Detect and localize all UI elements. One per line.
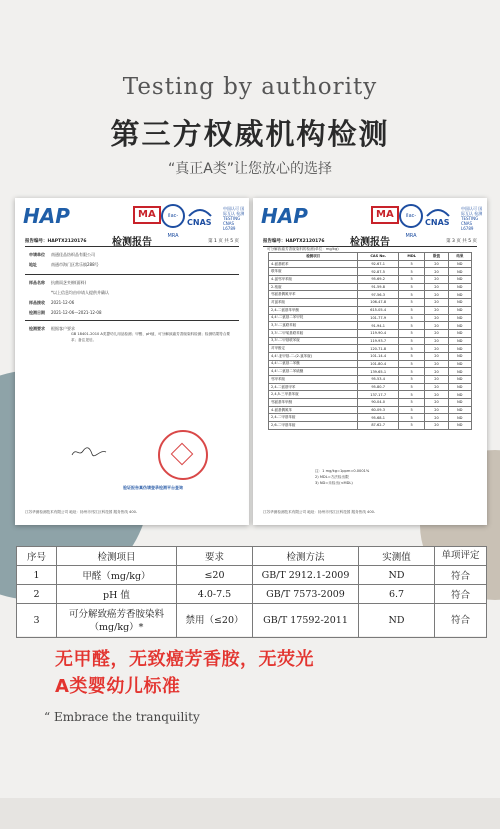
hap-logo: HAP [261, 204, 308, 228]
table-cell: 20 [425, 399, 448, 407]
table-cell: 4-氨基联苯 [269, 260, 358, 268]
table-cell: 3,3'-二氯联苯胺 [269, 322, 358, 330]
claim-line-1: 无甲醛，无致癌芳香胺，无荧光 [55, 649, 314, 670]
page-number: 第 1 页 共 5 页 [208, 239, 239, 244]
table-cell: 5 [398, 291, 424, 299]
cell-requirement: ≤20 [177, 566, 253, 585]
table-cell: 3,3'-二甲氧基联苯胺 [269, 329, 358, 337]
results-summary [16, 546, 486, 636]
header-cell: 实测值 [359, 547, 435, 566]
table-cell: 2-萘胺 [269, 283, 358, 291]
table-cell: 5 [398, 368, 424, 376]
table-cell: 20 [425, 391, 448, 399]
hap-logo: HAP [23, 204, 70, 228]
table-cell: 106-47-8 [358, 299, 399, 307]
table-cell: 5 [398, 306, 424, 314]
table-cell: 5 [398, 337, 424, 345]
table-notes [315, 468, 369, 486]
table-cell: 95-53-4 [358, 376, 399, 384]
table-cell: ND [448, 337, 471, 345]
bottom-band [0, 798, 500, 829]
header-cell: 序号 [17, 547, 57, 566]
report-number: 报告编号：HAPTX2120176 [25, 239, 87, 244]
cnas-label: CNAS [425, 218, 450, 227]
table-cell: 5 [398, 414, 424, 422]
table-cell: ND [448, 406, 471, 414]
table-row [269, 422, 472, 430]
table-cell: 20 [425, 360, 448, 368]
table-row [269, 337, 472, 345]
table-cell: 5 [398, 399, 424, 407]
table-cell: 91-59-8 [358, 283, 399, 291]
test-notes: GB 18401-2010 A类婴幼儿用品检测；甲醛、pH值、可分解致癌芳香胺染料检测；检测结果符合要求；备注见后。 [71, 332, 231, 342]
report-title: 检测报告 [112, 237, 152, 248]
table-cell: ND [448, 283, 471, 291]
table-row [269, 345, 472, 353]
ilac-logo: ilac-MRA [399, 204, 423, 228]
table-cell: 95-69-2 [358, 276, 399, 284]
claim-line-2: A类婴幼儿标准 [55, 676, 181, 697]
table-cell: 5 [398, 314, 424, 322]
table-cell: 5 [398, 283, 424, 291]
table-cell: 97-56-3 [358, 291, 399, 299]
table-cell: ND [448, 260, 471, 268]
cell-requirement: 4.0-7.5 [177, 585, 253, 604]
note-line: 注：1 mg/kg=1ppm=0.0001% [315, 469, 370, 473]
verify-link[interactable]: 验证报告真伪请登录检测平台查询 [123, 485, 183, 490]
header-cell: 检测项目 [57, 547, 177, 566]
report-page-3 [253, 198, 487, 525]
header-cell: 限值 [425, 253, 448, 261]
table-row [269, 383, 472, 391]
heading-subtitle: “真正A类”让您放心的选择 [167, 161, 333, 177]
table-cell: ND [448, 399, 471, 407]
divider [25, 274, 239, 275]
table-cell: 对甲酚定 [269, 345, 358, 353]
cell-verdict: 符合 [435, 585, 487, 604]
table-cell: 90-04-0 [358, 399, 399, 407]
table-cell: 2,4-二氨基甲苯 [269, 383, 358, 391]
cell-method: GB/T 2912.1-2009 [253, 566, 359, 585]
table-cell: ND [448, 383, 471, 391]
cnas-logo [187, 204, 213, 227]
table-cell: 5 [398, 352, 424, 360]
header-cell: 单项评定 [435, 547, 487, 566]
official-seal [158, 430, 208, 480]
table-cell: 联苯胺 [269, 268, 358, 276]
table-cell: 2,4-二氨基苯甲醚 [269, 306, 358, 314]
table-row [269, 368, 472, 376]
cell-requirement: 禁用（≤20） [177, 604, 253, 638]
accreditation-mark: 中国认可 国际互认 检测 TESTING CNAS L6789 [223, 206, 245, 231]
table-row [269, 329, 472, 337]
ilac-logo: ilac-MRA [161, 204, 185, 228]
table-cell: ND [448, 368, 471, 376]
table-cell: 20 [425, 337, 448, 345]
table-cell: 5 [398, 376, 424, 384]
divider [25, 320, 239, 321]
note-line: 3) ND=未检出(<MDL) [315, 481, 353, 485]
report-number: 报告编号：HAPTX2120176 [263, 239, 325, 244]
field-applicant: 申请单位 南通佳品纺织品有限公司 [29, 252, 95, 257]
table-cell: 邻氨基苯甲醚 [269, 399, 358, 407]
table-caption: 可分解致癌芳香胺染料的检测(单位：mg/kg) [267, 247, 339, 251]
header-cell: 检测项目 [269, 253, 358, 261]
table-header-row [269, 253, 472, 261]
table-row [269, 268, 472, 276]
table-cell: 20 [425, 322, 448, 330]
table-cell: 87-62-7 [358, 422, 399, 430]
table-cell: 5 [398, 299, 424, 307]
table-cell: 20 [425, 283, 448, 291]
field-note: *以上信息均由申请人提供并确认 [51, 290, 109, 295]
amine-test-table [268, 252, 472, 430]
table-cell: 4,4'-亚甲基-二-(2-氯苯胺) [269, 352, 358, 360]
table-cell: 5 [398, 268, 424, 276]
table-cell: ND [448, 268, 471, 276]
table-cell: 120-71-8 [358, 345, 399, 353]
table-cell: 20 [425, 345, 448, 353]
table-cell: 20 [425, 314, 448, 322]
field-requirement: 检测要求 根据客户要求 [29, 326, 75, 331]
table-cell: ND [448, 414, 471, 422]
table-cell: ND [448, 276, 471, 284]
table-cell: 5 [398, 391, 424, 399]
table-cell: ND [448, 291, 471, 299]
cell-value: 6.7 [359, 585, 435, 604]
table-row [269, 314, 472, 322]
table-cell: 92-67-1 [358, 260, 399, 268]
results-header-row [17, 547, 487, 566]
table-cell: ND [448, 306, 471, 314]
table-cell: 101-80-4 [358, 360, 399, 368]
header-cell: 要求 [177, 547, 253, 566]
table-cell: 92-87-5 [358, 268, 399, 276]
table-cell: 60-09-3 [358, 406, 399, 414]
table-cell: 5 [398, 322, 424, 330]
table-cell: 20 [425, 299, 448, 307]
report-footer: 江苏华测检测技术有限公司 地址：扬州市邗江区科技园 服务热线 400- [25, 510, 138, 514]
table-cell: 139-65-1 [358, 368, 399, 376]
table-cell: ND [448, 322, 471, 330]
cnas-label: CNAS [187, 218, 212, 227]
field-received: 样品接收 2021-12-06 [29, 300, 75, 305]
field-sample-name: 样品名称 抗菌雨芝夹棉(面料) [29, 280, 87, 285]
table-cell: 5 [398, 260, 424, 268]
table-row [269, 276, 472, 284]
header-cell: CAS No. [358, 253, 399, 261]
table-cell: 4,4'-二氨基二苯甲烷 [269, 314, 358, 322]
cell-item: 可分解致癌芳香胺染料（mg/kg）* [57, 604, 177, 638]
signature [70, 445, 108, 459]
table-cell: 20 [425, 329, 448, 337]
cell-method: GB/T 7573-2009 [253, 585, 359, 604]
heading-chinese: 第三方权威机构检测 [110, 117, 390, 151]
table-cell: 4,4'-二氨基二苯硫醚 [269, 368, 358, 376]
table-cell: ND [448, 329, 471, 337]
table-row [269, 299, 472, 307]
table-cell: 101-14-4 [358, 352, 399, 360]
header-cell: 检测方法 [253, 547, 359, 566]
table-row [269, 306, 472, 314]
table-row [269, 360, 472, 368]
table-cell: 邻氨基偶氮甲苯 [269, 291, 358, 299]
table-cell: 20 [425, 306, 448, 314]
table-cell: 5 [398, 383, 424, 391]
table-cell: 119-93-7 [358, 337, 399, 345]
heading-english: Testing by authority [122, 74, 378, 100]
table-cell: 20 [425, 291, 448, 299]
table-cell: ND [448, 352, 471, 360]
field-address: 地址 南通市海门区常乐镇288号 [29, 262, 99, 267]
table-cell: 91-94-1 [358, 322, 399, 330]
table-cell: 2,4,5-三甲基苯胺 [269, 391, 358, 399]
table-cell: 20 [425, 352, 448, 360]
report-title: 检测报告 [350, 237, 390, 248]
table-cell: 20 [425, 383, 448, 391]
divider [25, 246, 239, 247]
table-row [17, 604, 487, 638]
table-cell: 95-68-1 [358, 414, 399, 422]
table-cell: 101-77-9 [358, 314, 399, 322]
table-row [269, 283, 472, 291]
table-cell: ND [448, 314, 471, 322]
table-cell: 20 [425, 422, 448, 430]
table-cell: 4-氯邻甲苯胺 [269, 276, 358, 284]
cell-value: ND [359, 566, 435, 585]
table-cell: 5 [398, 406, 424, 414]
cell-verdict: 符合 [435, 604, 487, 638]
table-cell: 137-17-7 [358, 391, 399, 399]
table-cell: ND [448, 422, 471, 430]
table-cell: 5 [398, 360, 424, 368]
table-cell: ND [448, 376, 471, 384]
table-cell: 20 [425, 376, 448, 384]
note-line: 2) MDL=方法检出限 [315, 475, 349, 479]
ma-logo: MA [371, 206, 399, 224]
table-row [269, 352, 472, 360]
cell-value: ND [359, 604, 435, 638]
table-cell: 邻甲苯胺 [269, 376, 358, 384]
cell-item: 甲醛（mg/kg） [57, 566, 177, 585]
header-cell: MDL [398, 253, 424, 261]
cell-index: 2 [17, 585, 57, 604]
table-cell: 20 [425, 368, 448, 376]
table-row [269, 406, 472, 414]
table-cell: 对氯苯胺 [269, 299, 358, 307]
table-row [269, 399, 472, 407]
accreditation-mark: 中国认可 国际互认 检测 TESTING CNAS L6789 [461, 206, 483, 231]
cell-verdict: 符合 [435, 566, 487, 585]
table-cell: 95-80-7 [358, 383, 399, 391]
table-cell: 20 [425, 276, 448, 284]
table-cell: 5 [398, 329, 424, 337]
table-cell: 615-05-4 [358, 306, 399, 314]
cell-index: 1 [17, 566, 57, 585]
report-footer: 江苏华测检测技术有限公司 地址：扬州市邗江区科技园 服务热线 400- [263, 510, 376, 514]
cell-index: 3 [17, 604, 57, 638]
table-cell: ND [448, 360, 471, 368]
table-cell: 5 [398, 345, 424, 353]
table-row [269, 391, 472, 399]
table-cell: ND [448, 299, 471, 307]
table-row [269, 291, 472, 299]
table-row [269, 260, 472, 268]
report-page-1 [15, 198, 249, 525]
table-row [269, 376, 472, 384]
results-table [16, 546, 487, 638]
tagline: “ Embrace the tranquility [44, 710, 200, 724]
table-cell: ND [448, 391, 471, 399]
table-row [269, 414, 472, 422]
table-cell: ND [448, 345, 471, 353]
field-test-date: 检测日期 2021-12-06—2021-12-08 [29, 310, 102, 315]
table-cell: 20 [425, 260, 448, 268]
table-cell: 119-90-4 [358, 329, 399, 337]
page-number: 第 3 页 共 5 页 [446, 239, 477, 244]
table-cell: 20 [425, 268, 448, 276]
table-cell: 4-氨基偶氮苯 [269, 406, 358, 414]
header-cell: 结果 [448, 253, 471, 261]
table-cell: 3,3'-二甲基联苯胺 [269, 337, 358, 345]
table-cell: 2,4-二甲基苯胺 [269, 414, 358, 422]
ma-logo: MA [133, 206, 161, 224]
table-cell: 4,4'-二氨基二苯醚 [269, 360, 358, 368]
table-cell: 20 [425, 406, 448, 414]
table-cell: 5 [398, 422, 424, 430]
table-row [269, 322, 472, 330]
table-row [17, 585, 487, 604]
table-cell: 20 [425, 414, 448, 422]
cnas-logo [425, 204, 451, 227]
table-cell: 2,6-二甲基苯胺 [269, 422, 358, 430]
cell-item: pH 值 [57, 585, 177, 604]
table-cell: 5 [398, 276, 424, 284]
cell-method: GB/T 17592-2011 [253, 604, 359, 638]
table-row [17, 566, 487, 585]
